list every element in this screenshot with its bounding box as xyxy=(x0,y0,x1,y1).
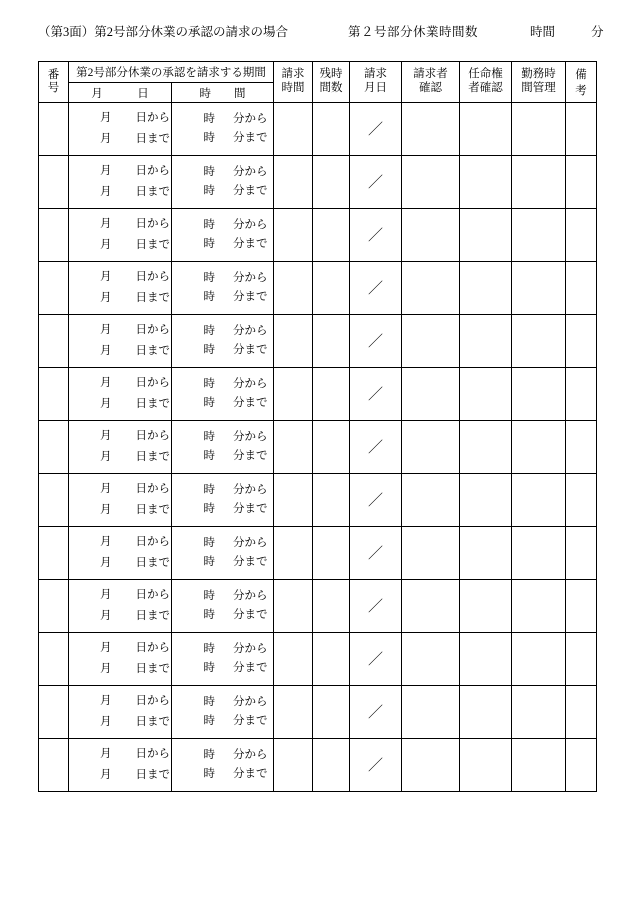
remaining-time-cell[interactable] xyxy=(313,580,350,633)
table-row xyxy=(39,580,597,633)
period-time-to: 時 分まで xyxy=(203,396,268,409)
period-date-to: 月 日まで xyxy=(100,344,170,357)
request-time-cell[interactable] xyxy=(274,315,313,368)
remaining-time-cell[interactable] xyxy=(313,103,350,156)
header-left-label: （第3面）第2号部分休業の承認の請求の場合 xyxy=(38,25,289,39)
remarks-cell[interactable] xyxy=(566,262,597,315)
date-slash-mark: ／ xyxy=(367,280,383,297)
request-date-cell[interactable] xyxy=(350,739,402,792)
period-date-cell[interactable] xyxy=(69,527,172,580)
period-date-from: 月 日から xyxy=(100,430,170,442)
period-time-from: 時 分から xyxy=(203,537,268,549)
period-time-cell[interactable] xyxy=(172,633,274,686)
period-date-cell[interactable] xyxy=(69,103,172,156)
appointer-confirm-cell[interactable] xyxy=(460,527,512,580)
period-date-to: 月 日まで xyxy=(100,450,170,463)
period-time-cell[interactable] xyxy=(172,580,274,633)
period-time-cell[interactable] xyxy=(172,686,274,739)
manager-confirm-cell[interactable] xyxy=(512,315,566,368)
requester-confirm-cell[interactable] xyxy=(402,368,460,421)
date-slash-mark: ／ xyxy=(367,121,383,138)
request-time-cell[interactable] xyxy=(274,580,313,633)
period-time-from: 時 分から xyxy=(203,166,268,178)
period-time-cell[interactable] xyxy=(172,527,274,580)
manager-confirm-cell[interactable] xyxy=(512,580,566,633)
period-time-to: 時 分まで xyxy=(203,714,268,727)
date-slash-mark: ／ xyxy=(367,333,383,350)
period-date-from: 月 日から xyxy=(100,271,170,283)
date-slash-mark: ／ xyxy=(367,545,383,562)
hours-unit-label: 時間 xyxy=(530,25,556,39)
row-number-cell[interactable] xyxy=(39,580,69,633)
date-slash-mark: ／ xyxy=(367,227,383,244)
manager-confirm-cell[interactable] xyxy=(512,633,566,686)
period-time-cell[interactable] xyxy=(172,421,274,474)
request-date-cell[interactable] xyxy=(350,103,402,156)
period-date-from: 月 日から xyxy=(100,218,170,230)
period-date-from: 月 日から xyxy=(100,536,170,548)
period-date-to: 月 日まで xyxy=(100,503,170,516)
request-time-cell[interactable] xyxy=(274,262,313,315)
period-date-cell[interactable] xyxy=(69,686,172,739)
requester-confirm-cell[interactable] xyxy=(402,633,460,686)
period-time-cell[interactable] xyxy=(172,103,274,156)
requester-confirm-cell[interactable] xyxy=(402,474,460,527)
remarks-cell[interactable] xyxy=(566,580,597,633)
request-time-cell[interactable] xyxy=(274,527,313,580)
date-slash-mark: ／ xyxy=(367,386,383,403)
period-time-from: 時 分から xyxy=(203,272,268,284)
period-date-from: 月 日から xyxy=(100,748,170,760)
table-row xyxy=(39,739,597,792)
appointer-confirm-cell[interactable] xyxy=(460,686,512,739)
period-time-to: 時 分まで xyxy=(203,502,268,515)
period-date-to: 月 日まで xyxy=(100,397,170,410)
period-date-to: 月 日まで xyxy=(100,556,170,569)
date-slash-mark: ／ xyxy=(367,439,383,456)
period-date-from: 月 日から xyxy=(100,483,170,495)
col-header-time: 時 間 xyxy=(172,83,274,103)
table-row xyxy=(39,156,597,209)
col-header-appointer-confirm: 任命権 者確認 xyxy=(460,62,512,103)
manager-confirm-cell[interactable] xyxy=(512,421,566,474)
row-number-cell[interactable] xyxy=(39,474,69,527)
row-number-cell[interactable] xyxy=(39,421,69,474)
period-time-to: 時 分まで xyxy=(203,237,268,250)
period-date-to: 月 日まで xyxy=(100,715,170,728)
appointer-confirm-cell[interactable] xyxy=(460,739,512,792)
appointer-confirm-cell[interactable] xyxy=(460,421,512,474)
period-time-cell[interactable] xyxy=(172,262,274,315)
header-right-label xyxy=(348,22,604,40)
row-number-cell[interactable] xyxy=(39,315,69,368)
period-date-to: 月 日まで xyxy=(100,662,170,675)
table-row xyxy=(39,368,597,421)
requester-confirm-cell[interactable] xyxy=(402,315,460,368)
period-date-cell[interactable] xyxy=(69,580,172,633)
requester-confirm-cell[interactable] xyxy=(402,686,460,739)
row-number-cell[interactable] xyxy=(39,633,69,686)
table-row xyxy=(39,262,597,315)
col-header-manager-confirm: 勤務時 間管理 xyxy=(512,62,566,103)
remarks-cell[interactable] xyxy=(566,315,597,368)
period-time-from: 時 分から xyxy=(203,643,268,655)
period-time-cell[interactable] xyxy=(172,739,274,792)
appointer-confirm-cell[interactable] xyxy=(460,156,512,209)
requester-confirm-cell[interactable] xyxy=(402,421,460,474)
request-time-cell[interactable] xyxy=(274,633,313,686)
period-time-to: 時 分まで xyxy=(203,449,268,462)
period-time-to: 時 分まで xyxy=(203,608,268,621)
period-date-to: 月 日まで xyxy=(100,768,170,781)
row-number-cell[interactable] xyxy=(39,262,69,315)
period-date-cell[interactable] xyxy=(69,315,172,368)
remaining-time-cell[interactable] xyxy=(313,156,350,209)
remaining-time-cell[interactable] xyxy=(313,421,350,474)
appointer-confirm-cell[interactable] xyxy=(460,368,512,421)
period-date-cell[interactable] xyxy=(69,156,172,209)
period-time-cell[interactable] xyxy=(172,368,274,421)
request-time-cell[interactable] xyxy=(274,474,313,527)
appointer-confirm-cell[interactable] xyxy=(460,103,512,156)
period-time-cell[interactable] xyxy=(172,156,274,209)
remaining-time-cell[interactable] xyxy=(313,527,350,580)
table-header-row-1 xyxy=(39,62,597,83)
appointer-confirm-cell[interactable] xyxy=(460,580,512,633)
date-slash-mark: ／ xyxy=(367,651,383,668)
period-time-to: 時 分まで xyxy=(203,131,268,144)
period-time-cell[interactable] xyxy=(172,474,274,527)
remaining-time-cell[interactable] xyxy=(313,315,350,368)
period-date-cell[interactable] xyxy=(69,421,172,474)
period-date-from: 月 日から xyxy=(100,112,170,124)
request-time-cell[interactable] xyxy=(274,103,313,156)
period-time-from: 時 分から xyxy=(203,590,268,602)
page-header xyxy=(38,22,604,42)
request-date-cell[interactable] xyxy=(350,368,402,421)
request-date-cell[interactable] xyxy=(350,315,402,368)
request-date-cell[interactable] xyxy=(350,156,402,209)
col-header-requester-confirm: 請求者 確認 xyxy=(402,62,460,103)
remaining-time-cell[interactable] xyxy=(313,474,350,527)
col-header-request-date: 請求 月日 xyxy=(350,62,402,103)
table-row xyxy=(39,474,597,527)
manager-confirm-cell[interactable] xyxy=(512,527,566,580)
requester-confirm-cell[interactable] xyxy=(402,262,460,315)
request-date-cell[interactable] xyxy=(350,686,402,739)
period-date-to: 月 日まで xyxy=(100,609,170,622)
period-date-from: 月 日から xyxy=(100,589,170,601)
date-slash-mark: ／ xyxy=(367,598,383,615)
table-row xyxy=(39,633,597,686)
date-slash-mark: ／ xyxy=(367,174,383,191)
period-date-cell[interactable] xyxy=(69,633,172,686)
period-date-cell[interactable] xyxy=(69,368,172,421)
period-time-to: 時 分まで xyxy=(203,343,268,356)
remarks-cell[interactable] xyxy=(566,686,597,739)
appointer-confirm-cell[interactable] xyxy=(460,209,512,262)
period-date-from: 月 日から xyxy=(100,165,170,177)
row-number-cell[interactable] xyxy=(39,368,69,421)
remaining-time-cell[interactable] xyxy=(313,262,350,315)
request-time-cell[interactable] xyxy=(274,209,313,262)
remarks-cell[interactable] xyxy=(566,633,597,686)
period-date-to: 月 日まで xyxy=(100,185,170,198)
minutes-unit-label: 分 xyxy=(591,25,604,39)
period-time-from: 時 分から xyxy=(203,378,268,390)
remaining-time-cell[interactable] xyxy=(313,686,350,739)
remarks-cell[interactable] xyxy=(566,474,597,527)
request-date-cell[interactable] xyxy=(350,527,402,580)
request-time-cell[interactable] xyxy=(274,686,313,739)
requester-confirm-cell[interactable] xyxy=(402,527,460,580)
request-date-cell[interactable] xyxy=(350,209,402,262)
period-date-cell[interactable] xyxy=(69,739,172,792)
requester-confirm-cell[interactable] xyxy=(402,103,460,156)
request-time-cell[interactable] xyxy=(274,368,313,421)
appointer-confirm-cell[interactable] xyxy=(460,474,512,527)
period-date-to: 月 日まで xyxy=(100,132,170,145)
period-time-from: 時 分から xyxy=(203,113,268,125)
col-header-request-time: 請求 時間 xyxy=(274,62,313,103)
manager-confirm-cell[interactable] xyxy=(512,156,566,209)
col-header-remaining-time: 残時 間数 xyxy=(313,62,350,103)
col-header-period: 第2号部分休業の承認を請求する期間 xyxy=(69,62,274,83)
request-time-cell[interactable] xyxy=(274,739,313,792)
period-time-to: 時 分まで xyxy=(203,767,268,780)
remaining-time-cell[interactable] xyxy=(313,368,350,421)
period-date-from: 月 日から xyxy=(100,695,170,707)
remaining-time-cell[interactable] xyxy=(313,209,350,262)
request-date-cell[interactable] xyxy=(350,421,402,474)
period-date-cell[interactable] xyxy=(69,262,172,315)
manager-confirm-cell[interactable] xyxy=(512,739,566,792)
col-header-remarks: 備 考 xyxy=(566,62,597,103)
period-time-to: 時 分まで xyxy=(203,555,268,568)
period-date-to: 月 日まで xyxy=(100,238,170,251)
requester-confirm-cell[interactable] xyxy=(402,580,460,633)
table-row xyxy=(39,527,597,580)
table-row xyxy=(39,421,597,474)
remarks-cell[interactable] xyxy=(566,368,597,421)
row-number-cell[interactable] xyxy=(39,103,69,156)
period-time-cell[interactable] xyxy=(172,209,274,262)
period-time-from: 時 分から xyxy=(203,484,268,496)
period-time-from: 時 分から xyxy=(203,325,268,337)
row-number-cell[interactable] xyxy=(39,686,69,739)
appointer-confirm-cell[interactable] xyxy=(460,315,512,368)
col-header-month-day: 月 日 xyxy=(69,83,172,103)
row-number-cell[interactable] xyxy=(39,739,69,792)
table-row xyxy=(39,315,597,368)
period-date-cell[interactable] xyxy=(69,209,172,262)
remarks-cell[interactable] xyxy=(566,209,597,262)
remarks-cell[interactable] xyxy=(566,527,597,580)
remarks-cell[interactable] xyxy=(566,739,597,792)
appointer-confirm-cell[interactable] xyxy=(460,262,512,315)
request-date-cell[interactable] xyxy=(350,633,402,686)
col-header-no xyxy=(39,62,69,103)
col-header-no-line2: 号 xyxy=(47,82,60,94)
remarks-cell[interactable] xyxy=(566,103,597,156)
leave-request-table xyxy=(38,61,597,792)
period-time-from: 時 分から xyxy=(203,431,268,443)
col-header-no-line1: 番 xyxy=(47,68,60,81)
table-body xyxy=(39,103,597,792)
date-slash-mark: ／ xyxy=(367,492,383,509)
requester-confirm-cell[interactable] xyxy=(402,739,460,792)
period-date-from: 月 日から xyxy=(100,642,170,654)
remarks-cell[interactable] xyxy=(566,156,597,209)
row-number-cell[interactable] xyxy=(39,156,69,209)
period-time-to: 時 分まで xyxy=(203,184,268,197)
period-date-from: 月 日から xyxy=(100,377,170,389)
total-hours-label: 第２号部分休業時間数 xyxy=(348,25,479,39)
period-time-from: 時 分から xyxy=(203,749,268,761)
period-date-to: 月 日まで xyxy=(100,291,170,304)
request-time-cell[interactable] xyxy=(274,421,313,474)
manager-confirm-cell[interactable] xyxy=(512,103,566,156)
manager-confirm-cell[interactable] xyxy=(512,474,566,527)
period-date-from: 月 日から xyxy=(100,324,170,336)
period-date-cell[interactable] xyxy=(69,474,172,527)
request-date-cell[interactable] xyxy=(350,474,402,527)
period-time-to: 時 分まで xyxy=(203,661,268,674)
appointer-confirm-cell[interactable] xyxy=(460,633,512,686)
request-date-cell[interactable] xyxy=(350,580,402,633)
manager-confirm-cell[interactable] xyxy=(512,209,566,262)
remarks-cell[interactable] xyxy=(566,421,597,474)
request-time-cell[interactable] xyxy=(274,156,313,209)
request-date-cell[interactable] xyxy=(350,262,402,315)
requester-confirm-cell[interactable] xyxy=(402,156,460,209)
period-time-from: 時 分から xyxy=(203,219,268,231)
date-slash-mark: ／ xyxy=(367,757,383,774)
table-row xyxy=(39,103,597,156)
remaining-time-cell[interactable] xyxy=(313,633,350,686)
manager-confirm-cell[interactable] xyxy=(512,368,566,421)
period-time-cell[interactable] xyxy=(172,315,274,368)
manager-confirm-cell[interactable] xyxy=(512,686,566,739)
row-number-cell[interactable] xyxy=(39,527,69,580)
date-slash-mark: ／ xyxy=(367,704,383,721)
period-time-from: 時 分から xyxy=(203,696,268,708)
row-number-cell[interactable] xyxy=(39,209,69,262)
table-row xyxy=(39,209,597,262)
requester-confirm-cell[interactable] xyxy=(402,209,460,262)
manager-confirm-cell[interactable] xyxy=(512,262,566,315)
remaining-time-cell[interactable] xyxy=(313,739,350,792)
table-row xyxy=(39,686,597,739)
period-time-to: 時 分まで xyxy=(203,290,268,303)
